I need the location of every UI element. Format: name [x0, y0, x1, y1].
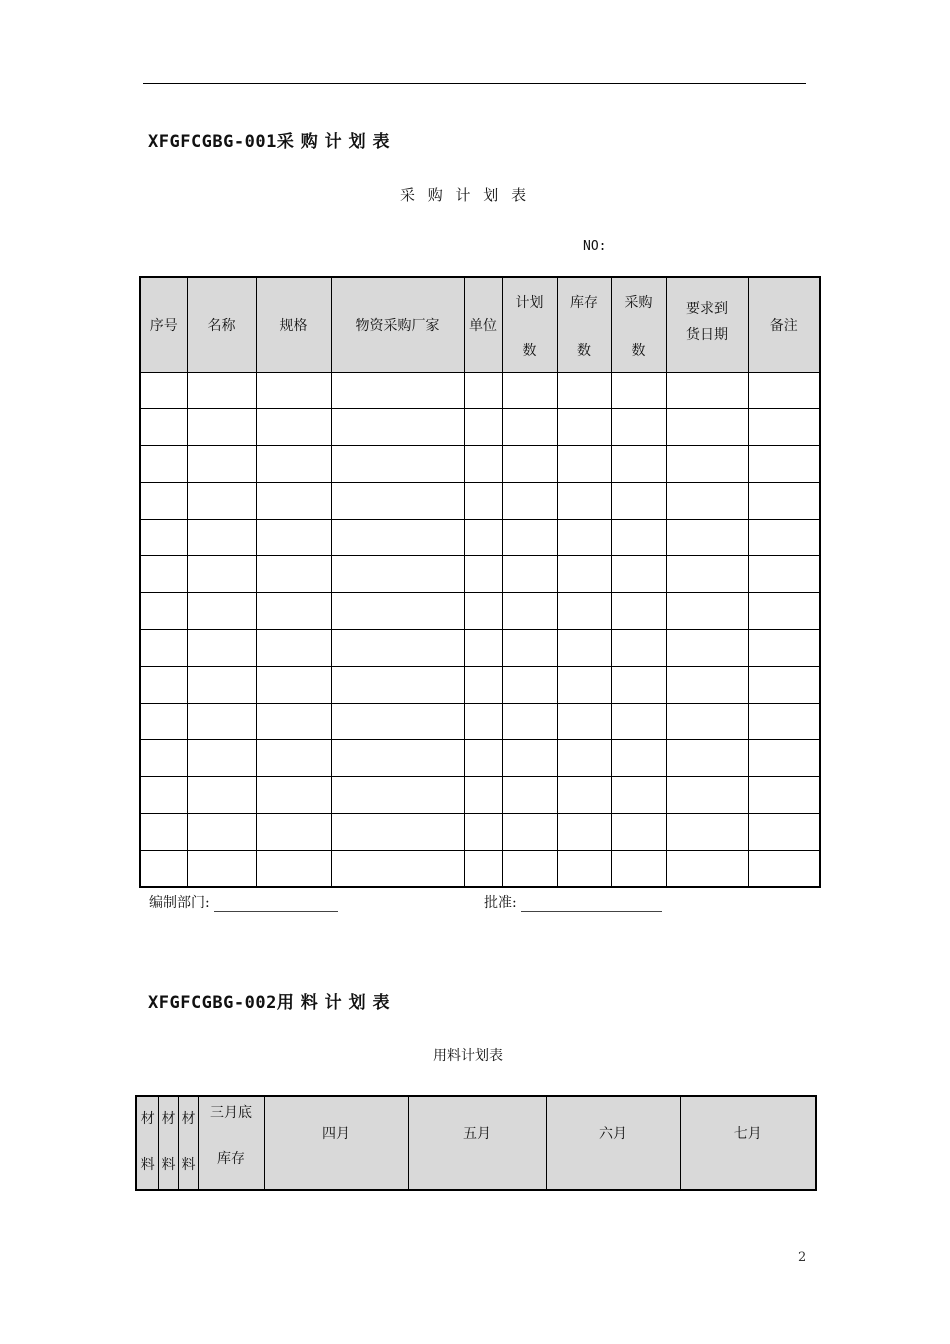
table-cell[interactable]	[557, 777, 611, 814]
table-cell[interactable]	[331, 814, 464, 851]
table-row	[140, 814, 820, 851]
table-cell[interactable]	[666, 556, 748, 593]
header-july: 七月	[680, 1096, 816, 1190]
header-unit: 单位	[464, 277, 502, 372]
header-date-top: 要求到	[686, 300, 728, 317]
table-row	[140, 630, 820, 667]
table-cell[interactable]	[557, 593, 611, 630]
form-number-label: NO:	[583, 239, 607, 254]
table-cell[interactable]	[187, 482, 256, 519]
table-cell[interactable]	[187, 630, 256, 667]
table-cell[interactable]	[611, 372, 666, 409]
table-cell[interactable]	[557, 409, 611, 446]
table-cell[interactable]	[256, 372, 331, 409]
table-cell[interactable]	[748, 556, 820, 593]
table-cell[interactable]	[502, 446, 557, 483]
table-cell[interactable]	[666, 593, 748, 630]
table-cell[interactable]	[557, 556, 611, 593]
march-bottom: 库存	[217, 1151, 245, 1167]
table-cell[interactable]	[557, 703, 611, 740]
header-plan-top: 计划	[515, 294, 544, 311]
header-april: 四月	[264, 1096, 408, 1190]
table-cell[interactable]	[502, 630, 557, 667]
approve-blank-line[interactable]	[521, 897, 662, 912]
table-cell[interactable]	[331, 482, 464, 519]
header-spec: 规格	[256, 277, 331, 372]
table-cell[interactable]	[611, 593, 666, 630]
header-may: 五月	[408, 1096, 546, 1190]
table-cell[interactable]	[502, 372, 557, 409]
mat1-top: 材	[140, 1111, 154, 1127]
table-cell[interactable]	[666, 519, 748, 556]
page-top-rule	[143, 83, 806, 84]
table-row	[140, 519, 820, 556]
table-cell[interactable]	[464, 446, 502, 483]
table-cell[interactable]	[187, 372, 256, 409]
table-cell[interactable]	[187, 814, 256, 851]
section1-code: XFGFCGBG-001	[148, 132, 277, 152]
mat3-top: 材	[181, 1111, 195, 1127]
table-cell[interactable]	[256, 556, 331, 593]
table-row	[140, 777, 820, 814]
table-cell[interactable]	[464, 409, 502, 446]
table-cell[interactable]	[666, 777, 748, 814]
table-cell[interactable]	[331, 593, 464, 630]
purchase-table-header	[140, 277, 820, 372]
table-cell[interactable]	[256, 850, 331, 887]
table-cell[interactable]	[611, 409, 666, 446]
table-cell[interactable]	[187, 593, 256, 630]
table-cell[interactable]	[331, 703, 464, 740]
table-cell[interactable]	[748, 740, 820, 777]
table-cell[interactable]	[502, 777, 557, 814]
table-cell[interactable]	[140, 850, 187, 887]
table-cell[interactable]	[666, 409, 748, 446]
table-cell[interactable]	[557, 372, 611, 409]
table-cell[interactable]	[748, 482, 820, 519]
table-cell[interactable]	[464, 519, 502, 556]
table-cell[interactable]	[256, 409, 331, 446]
table-cell[interactable]	[748, 372, 820, 409]
table-cell[interactable]	[256, 666, 331, 703]
header-stock-top: 库存	[570, 294, 598, 311]
table-cell[interactable]	[666, 666, 748, 703]
table-cell[interactable]	[502, 740, 557, 777]
table-cell[interactable]	[502, 519, 557, 556]
table-cell[interactable]	[187, 703, 256, 740]
table-cell[interactable]	[748, 446, 820, 483]
table-cell[interactable]	[140, 593, 187, 630]
header-purchase-top: 采购	[624, 294, 653, 311]
table-cell[interactable]	[140, 446, 187, 483]
material-plan-table	[135, 1095, 817, 1191]
header-name: 名称	[187, 277, 256, 372]
header-june: 六月	[546, 1096, 680, 1190]
table-cell[interactable]	[502, 482, 557, 519]
header-plan-bottom: 数	[522, 342, 537, 359]
dept-blank-line[interactable]	[214, 897, 338, 912]
section1-subtitle: 采 购 计 划 表	[400, 186, 531, 204]
table-cell[interactable]	[187, 409, 256, 446]
header-remark: 备注	[748, 277, 820, 372]
table-cell[interactable]	[187, 777, 256, 814]
table-cell[interactable]	[464, 777, 502, 814]
table-cell[interactable]	[256, 630, 331, 667]
table-cell[interactable]	[140, 740, 187, 777]
table-cell[interactable]	[140, 814, 187, 851]
table-cell[interactable]	[464, 814, 502, 851]
table-cell[interactable]	[502, 666, 557, 703]
table-cell[interactable]	[611, 666, 666, 703]
header-plan-qty	[502, 277, 557, 372]
table-cell[interactable]	[611, 814, 666, 851]
table-cell[interactable]	[502, 556, 557, 593]
table-cell[interactable]	[748, 593, 820, 630]
table-cell[interactable]	[140, 703, 187, 740]
march-top: 三月底	[210, 1105, 252, 1121]
table-row	[140, 446, 820, 483]
header-material-2	[158, 1096, 178, 1190]
table-cell[interactable]	[611, 519, 666, 556]
table-cell[interactable]	[464, 740, 502, 777]
mat3-bottom: 料	[181, 1157, 195, 1173]
table-cell[interactable]	[331, 372, 464, 409]
table-cell[interactable]	[557, 740, 611, 777]
table-cell[interactable]	[557, 519, 611, 556]
table-cell[interactable]	[557, 630, 611, 667]
table-cell[interactable]	[256, 482, 331, 519]
table-cell[interactable]	[666, 703, 748, 740]
table-cell[interactable]	[666, 850, 748, 887]
table-row	[140, 556, 820, 593]
table-cell[interactable]	[666, 740, 748, 777]
table-cell[interactable]	[611, 556, 666, 593]
header-stock-qty	[557, 277, 611, 372]
table-cell[interactable]	[557, 850, 611, 887]
section2-heading	[148, 988, 390, 1013]
table-cell[interactable]	[187, 556, 256, 593]
table-cell[interactable]	[748, 703, 820, 740]
table-cell[interactable]	[557, 666, 611, 703]
dept-label: 编制部门:	[149, 895, 210, 911]
table-cell[interactable]	[256, 446, 331, 483]
footer-dept	[149, 892, 338, 912]
table-row	[140, 703, 820, 740]
table-cell[interactable]	[502, 593, 557, 630]
table-cell[interactable]	[256, 519, 331, 556]
table-cell[interactable]	[557, 814, 611, 851]
table-cell[interactable]	[140, 519, 187, 556]
table-cell[interactable]	[748, 814, 820, 851]
mat1-bottom: 料	[140, 1157, 154, 1173]
header-purchase-qty	[611, 277, 666, 372]
table-cell[interactable]	[666, 482, 748, 519]
table-cell[interactable]	[748, 850, 820, 887]
table-cell[interactable]	[557, 446, 611, 483]
table-cell[interactable]	[140, 409, 187, 446]
approve-label: 批准:	[484, 895, 517, 911]
table-row	[140, 593, 820, 630]
footer-approve	[484, 892, 662, 912]
table-cell[interactable]	[331, 666, 464, 703]
table-cell[interactable]	[140, 666, 187, 703]
table-cell[interactable]	[502, 703, 557, 740]
header-march-stock	[198, 1096, 264, 1190]
table-cell[interactable]	[331, 409, 464, 446]
table-cell[interactable]	[464, 482, 502, 519]
table-cell[interactable]	[331, 630, 464, 667]
table-cell[interactable]	[748, 630, 820, 667]
table-cell[interactable]	[748, 666, 820, 703]
section2-subtitle: 用料计划表	[433, 1048, 503, 1064]
table-cell[interactable]	[464, 630, 502, 667]
table-cell[interactable]	[464, 850, 502, 887]
mat2-top: 材	[161, 1111, 175, 1127]
header-date-bottom: 货日期	[686, 326, 728, 343]
table-cell[interactable]	[748, 519, 820, 556]
table-cell[interactable]	[256, 740, 331, 777]
table-cell[interactable]	[331, 446, 464, 483]
section1-title: 采 购 计 划 表	[276, 132, 391, 152]
header-stock-bottom: 数	[577, 342, 591, 359]
table-cell[interactable]	[611, 446, 666, 483]
table-cell[interactable]	[666, 446, 748, 483]
table-row	[140, 666, 820, 703]
page-number: 2	[798, 1250, 807, 1265]
table-cell[interactable]	[331, 850, 464, 887]
table-cell[interactable]	[140, 556, 187, 593]
table-cell[interactable]	[464, 703, 502, 740]
table-cell[interactable]	[502, 409, 557, 446]
table-cell[interactable]	[611, 777, 666, 814]
header-seq: 序号	[140, 277, 187, 372]
header-vendor: 物资采购厂家	[331, 277, 464, 372]
table-cell[interactable]	[256, 703, 331, 740]
table-cell[interactable]	[557, 482, 611, 519]
table-cell[interactable]	[331, 777, 464, 814]
table-cell[interactable]	[464, 556, 502, 593]
table-cell[interactable]	[666, 814, 748, 851]
table-cell[interactable]	[611, 740, 666, 777]
table-cell[interactable]	[256, 593, 331, 630]
table-cell[interactable]	[140, 372, 187, 409]
table-cell[interactable]	[464, 372, 502, 409]
table-cell[interactable]	[611, 630, 666, 667]
table-cell[interactable]	[140, 482, 187, 519]
table-cell[interactable]	[187, 666, 256, 703]
header-material-1	[136, 1096, 158, 1190]
table-row	[140, 372, 820, 409]
table-cell[interactable]	[611, 482, 666, 519]
table-cell[interactable]	[331, 519, 464, 556]
table-cell[interactable]	[502, 814, 557, 851]
table-cell[interactable]	[256, 777, 331, 814]
table-row	[140, 482, 820, 519]
material-table-header	[136, 1096, 816, 1190]
table-cell[interactable]	[464, 666, 502, 703]
table-cell[interactable]	[331, 556, 464, 593]
table-row	[140, 740, 820, 777]
table-cell[interactable]	[140, 630, 187, 667]
table-row	[140, 850, 820, 887]
table-cell[interactable]	[187, 519, 256, 556]
table-cell[interactable]	[140, 777, 187, 814]
table-cell[interactable]	[611, 850, 666, 887]
table-row	[140, 409, 820, 446]
mat2-bottom: 料	[161, 1157, 175, 1173]
table-cell[interactable]	[666, 630, 748, 667]
table-cell[interactable]	[748, 409, 820, 446]
table-cell[interactable]	[256, 814, 331, 851]
table-cell[interactable]	[748, 777, 820, 814]
purchase-plan-table	[139, 276, 821, 888]
table-cell[interactable]	[666, 372, 748, 409]
header-material-3	[178, 1096, 198, 1190]
table-cell[interactable]	[187, 740, 256, 777]
table-cell[interactable]	[611, 703, 666, 740]
table-cell[interactable]	[464, 593, 502, 630]
header-purchase-bottom: 数	[631, 342, 646, 359]
table-cell[interactable]	[187, 446, 256, 483]
table-cell[interactable]	[331, 740, 464, 777]
section1-heading	[148, 127, 390, 152]
table-cell[interactable]	[187, 850, 256, 887]
section2-code: XFGFCGBG-002	[148, 993, 277, 1013]
table-cell[interactable]	[502, 850, 557, 887]
header-required-date	[666, 277, 748, 372]
section2-title: 用 料 计 划 表	[276, 993, 391, 1013]
